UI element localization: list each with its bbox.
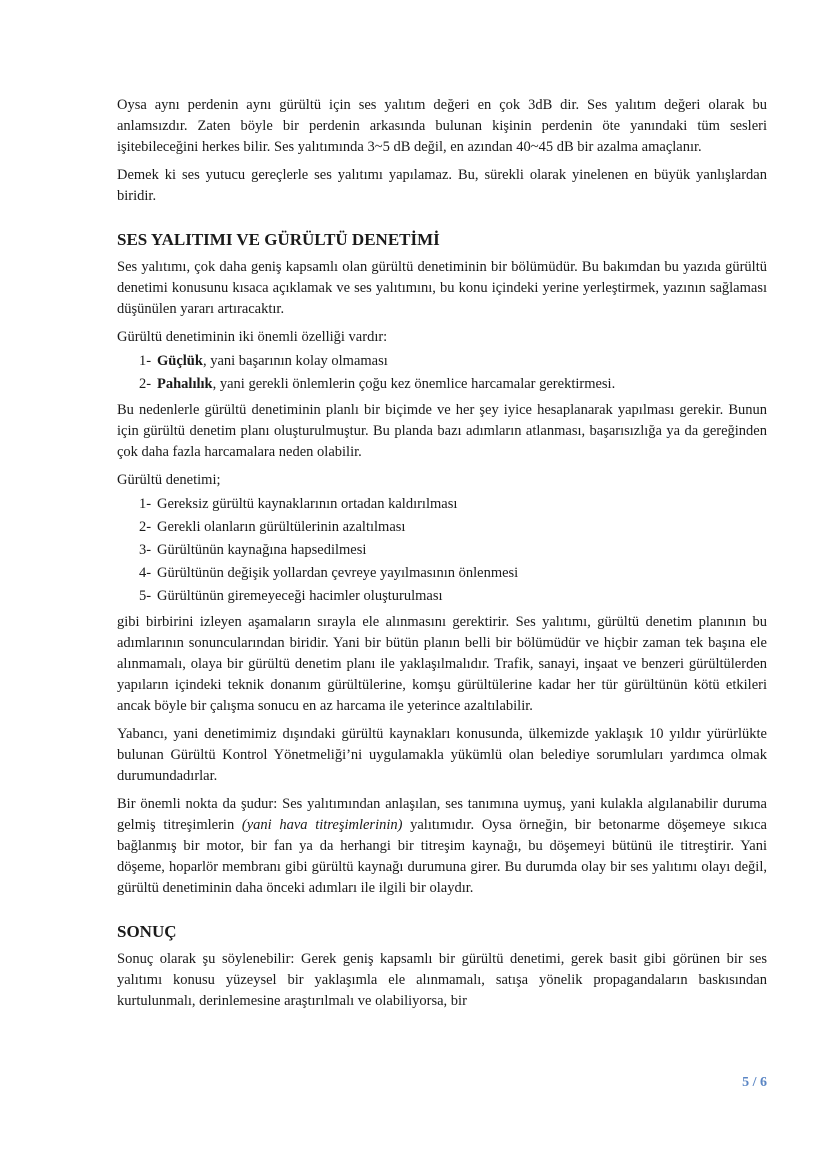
list-item: 4- Gürültünün değişik yollardan çevreye yayılmasının önlenmesi [139, 565, 519, 581]
feature-list [117, 350, 767, 396]
list-item: 2- Gerekli olanların gürültülerinin azaltılması [139, 519, 406, 535]
paragraph: Sonuç olarak şu söylenebilir: Gerek geniş kapsamlı bir gürültü denetimi, gerek basit gibi görünen bir ses yalıtımı konusu yüzeysel bir yaklaşımla ele alınmamalı, satışa yönelik propagandaların baskısından kurtulunmalı, derinlemesine araştırılmalı ve olabiliyorsa, bir [117, 951, 767, 1009]
paragraph: Ses yalıtımı, çok daha geniş kapsamlı olan gürültü denetiminin bir bölümüdür. Bu bakımdan bu yazıda gürültü denetimi konusunu kısaca açıklamak ve ses yalıtımını, bu konu içindeki yerine yerleştirmek, yazının sağlaması düşünülen yararı artıracaktır. [117, 259, 767, 317]
italic-note: (yani hava titreşimlerinin) [241, 817, 403, 833]
paragraph: Demek ki ses yutucu gereçlerle ses yalıtımı yapılamaz. Bu, sürekli olarak yinelenen en büyük yanlışlardan biridir. [117, 167, 767, 204]
paragraph: Yabancı, yani denetimimiz dışındaki gürültü kaynakları konusunda, ülkemizde yaklaşık 10 yıldır yürürlükte bulunan Gürültü Kontrol Yönetmeliği’ni uygulamakla yükümlü olan belediye sorumluları yardımca olmak durumundadırlar. [117, 726, 767, 784]
paragraph: Bir önemli nokta da şudur: Ses yalıtımından anlaşılan, ses tanımına uymuş, yani kulakla algılanabilir duruma gelmiş titreşimlerin (yani hava titreşimlerinin) yalıtımıdır. Oysa örneğin, bir betonarme döşemeye sıkıca bağlanmış bir motor, bir fan ya da herhangi bir titreşim kaynağı, bu döşemeyi bütünü ile titreştirir. Yani döşeme, hoparlör membranı gibi gürültü kaynağı durumuna girer. Bu durumda olay bir ses yalıtımı olayı değil, gürültü denetiminin daha önceki adımları ile ilgili bir olaydır. [117, 796, 767, 896]
paragraph: Gürültü denetimi; [117, 472, 221, 488]
list-item: 1- Güçlük, yani başarının kolay olmaması [139, 353, 388, 369]
list-item: 2- Pahalılık, yani gerekli önlemlerin çoğu kez önemlice harcamalar gerektirmesi. [139, 376, 616, 392]
paragraph: Bu nedenlerle gürültü denetiminin planlı bir biçimde ve her şey iyice hesaplanarak yapılması gerekir. Bunun için gürültü denetim planı oluşturulmuştur. Bu planda bazı adımların atlanması, başarısızlığa ya da gereğinden çok daha fazla harcamalara neden olabilir. [117, 402, 767, 460]
paragraph: Oysa aynı perdenin aynı gürültü için ses yalıtım değeri en çok 3dB dir. Ses yalıtım değeri olarak bu anlamsızdır. Zaten böyle bir perdenin arkasında bulunan kişinin perdenin öte yanındaki tüm sesleri işitebileceğini herkes bilir. Ses yalıtımında 3~5 dB değil, en azından 40~45 dB bir azalma amaçlanır. [117, 97, 767, 155]
list-item: 5- Gürültünün giremeyeceği hacimler oluşturulması [139, 588, 443, 604]
paragraph: gibi birbirini izleyen aşamaların sırayla ele alınmasını gerektirir. Ses yalıtımı, gürültü denetim planının bu adımlarının sonuncularından biridir. Yani bir bütün planın belli bir bölümüdür ve hiçbir zaman tek başına ele alınmamalı, olaya bir gürültü denetim planı ile yaklaşılmalıdır. Trafik, sanayi, inşaat ve benzeri gürültülerden yapıların içindeki teknik donanım gürültülerine, komşu gürültülerine kadar her tür gürültünün kötü etkileri ancak böyle bir çalışma sonucu en az harcama ile yeterince azaltılabilir. [117, 614, 767, 714]
document-page [117, 95, 767, 1019]
list-item: 1- Gereksiz gürültü kaynaklarının ortadan kaldırılması [139, 496, 458, 512]
page-number: 5 / 6 [742, 1075, 767, 1090]
step-list [117, 493, 767, 608]
paragraph: Gürültü denetiminin iki önemli özelliği vardır: [117, 329, 388, 345]
section-heading: SES YALITIMI VE GÜRÜLTÜ DENETİMİ [117, 230, 440, 249]
section-heading: SONUÇ [117, 922, 177, 941]
list-item: 3- Gürültünün kaynağına hapsedilmesi [139, 542, 367, 558]
